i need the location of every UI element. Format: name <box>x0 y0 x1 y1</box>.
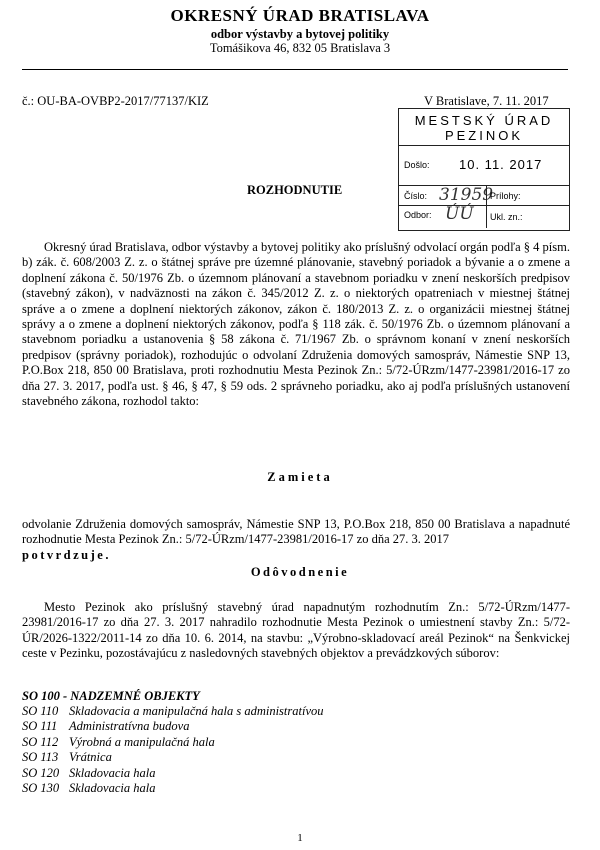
place-date: V Bratislave, 7. 11. 2017 <box>424 94 549 108</box>
object-code: SO 110 <box>22 704 59 718</box>
stamp-title <box>399 113 569 143</box>
stamp-received-date: 10. 11. 2017 <box>459 157 543 172</box>
object-name: Skladovacia hala <box>69 765 156 780</box>
confirmation-word: potvrdzuje. <box>22 548 111 562</box>
list-item <box>22 704 324 719</box>
stamp-divider <box>399 145 569 146</box>
office-address: Tomášikova 46, 832 05 Bratislava 3 <box>209 41 391 55</box>
stamp-divider <box>399 205 569 206</box>
office-title: OKRESNÝ ÚRAD BRATISLAVA <box>170 6 430 25</box>
received-stamp <box>398 108 570 231</box>
stamp-department-label: Odbor: <box>404 210 432 220</box>
object-code: SO 120 <box>22 765 60 780</box>
stamp-title-line1: MESTSKÝ ÚRAD <box>414 113 554 128</box>
object-name: Skladovacia a manipulačná hala s administratívou <box>69 704 324 718</box>
object-code: SO 113 <box>22 750 59 765</box>
objects-heading: SO 100 - NADZEMNÉ OBJEKTY <box>22 689 200 703</box>
object-name: Skladovacia hala <box>69 781 156 796</box>
stamp-number-label: Číslo: <box>404 191 428 201</box>
object-name: Administratívna budova <box>69 719 190 734</box>
stamp-department-value: ÚÚ <box>445 204 474 224</box>
justification-paragraph: Mesto Pezinok ako príslušný stavebný úrad napadnutým rozhodnutím Zn.: 5/72-ÚRzm/1477-23981/2016-17 zo dňa 27. 3. 2017 nahradilo rozhodnutie Mesta Pezinok o umiestnení stavby Zn.: 5/72-ÚR/2026-1322/2011-14 zo dňa 10. 6. 2014, na stavbu: „Výrobno-skladovací areál Pezinok“ na Šenkvickej ceste v Pezinku, pozostávajúcu z nasledovných stavebných objektov a prevádzkových súborov: <box>22 600 570 661</box>
department-name: odbor výstavby a bytovej politiky <box>210 27 390 41</box>
reference-number: č.: OU-BA-OVBP2-2017/77137/KIZ <box>22 94 209 108</box>
object-code: SO 112 <box>22 734 59 749</box>
stamp-title-line2: PEZINOK <box>444 128 524 143</box>
list-item <box>22 750 324 765</box>
list-item <box>22 766 324 781</box>
list-item <box>22 781 324 796</box>
list-item <box>22 719 324 734</box>
objects-list <box>22 704 324 796</box>
object-code: SO 111 <box>22 719 58 734</box>
page-number: 1 <box>297 832 303 844</box>
stamp-filing-label: Ukl. zn.: <box>490 212 523 222</box>
stamp-received-label: Došlo: <box>404 160 430 170</box>
stamp-number-value: 31959 <box>439 185 494 205</box>
intro-paragraph: Okresný úrad Bratislava, odbor výstavby a bytovej politiky ako príslušný odvolací orgán podľa § 4 písm. b) zák. č. 608/2003 Z. z. o štátnej správe pre územné plánovanie, stavebný poriadok a bývanie a o zmene a doplnení zákona č. 50/1976 Zb. o územnom plánovaní a stavebnom poriadku v znení neskorších predpisov (stavebný zákon), v nadväznosti na zákon č. 345/2012 Z. z. o niektorých opatreniach v miestnej štátnej správe a o zmene a doplnení niektorých zákonov, zákon č. 180/2013 Z. z. o organizácii miestnej štátnej správy a o zmene a doplnení niektorých zákonov, podľa § 118 zák. č. 50/1976 Zb. o územnom plánovaní a stavebnom poriadku a ustanovenia § 58 zákona č. 71/1967 Zb. o správnom konaní v znení neskorších predpisov (správny poriadok), rozhodujúc o odvolaní Združenia domových samospráv, Námestie SNP 13, P.O.Box 218, 850 00 Bratislava, proti rozhodnutiu Mesta Pezinok Zn.: 5/72-ÚRzm/1477-23981/2016-17 zo dňa 27. 3. 2017, podľa ust. § 46, § 47, § 59 ods. 2 správneho poriadku, ako aj podľa príslušných ustanovení stavebného zákona, rozhodol takto: <box>22 240 570 409</box>
stamp-attachments-label: Prílohy: <box>490 191 521 201</box>
appeal-paragraph: odvolanie Združenia domových samospráv, Námestie SNP 13, P.O.Box 218, 850 00 Bratislava a napadnuté rozhodnutie Mesta Pezinok Zn.: 5/72-ÚRzm/1477-23981/2016-17 zo dňa 27. 3. 2017 <box>22 517 570 547</box>
object-name: Výrobná a manipulačná hala <box>69 734 215 749</box>
object-code: SO 130 <box>22 781 60 796</box>
stamp-divider <box>486 185 487 228</box>
justification-heading: Odôvodnenie <box>250 565 350 579</box>
list-item <box>22 735 324 750</box>
object-name: Vrátnica <box>69 750 112 765</box>
verdict-heading: Zamieta <box>267 470 333 484</box>
header-divider <box>22 69 568 70</box>
decision-title: ROZHODNUTIE <box>247 183 343 197</box>
